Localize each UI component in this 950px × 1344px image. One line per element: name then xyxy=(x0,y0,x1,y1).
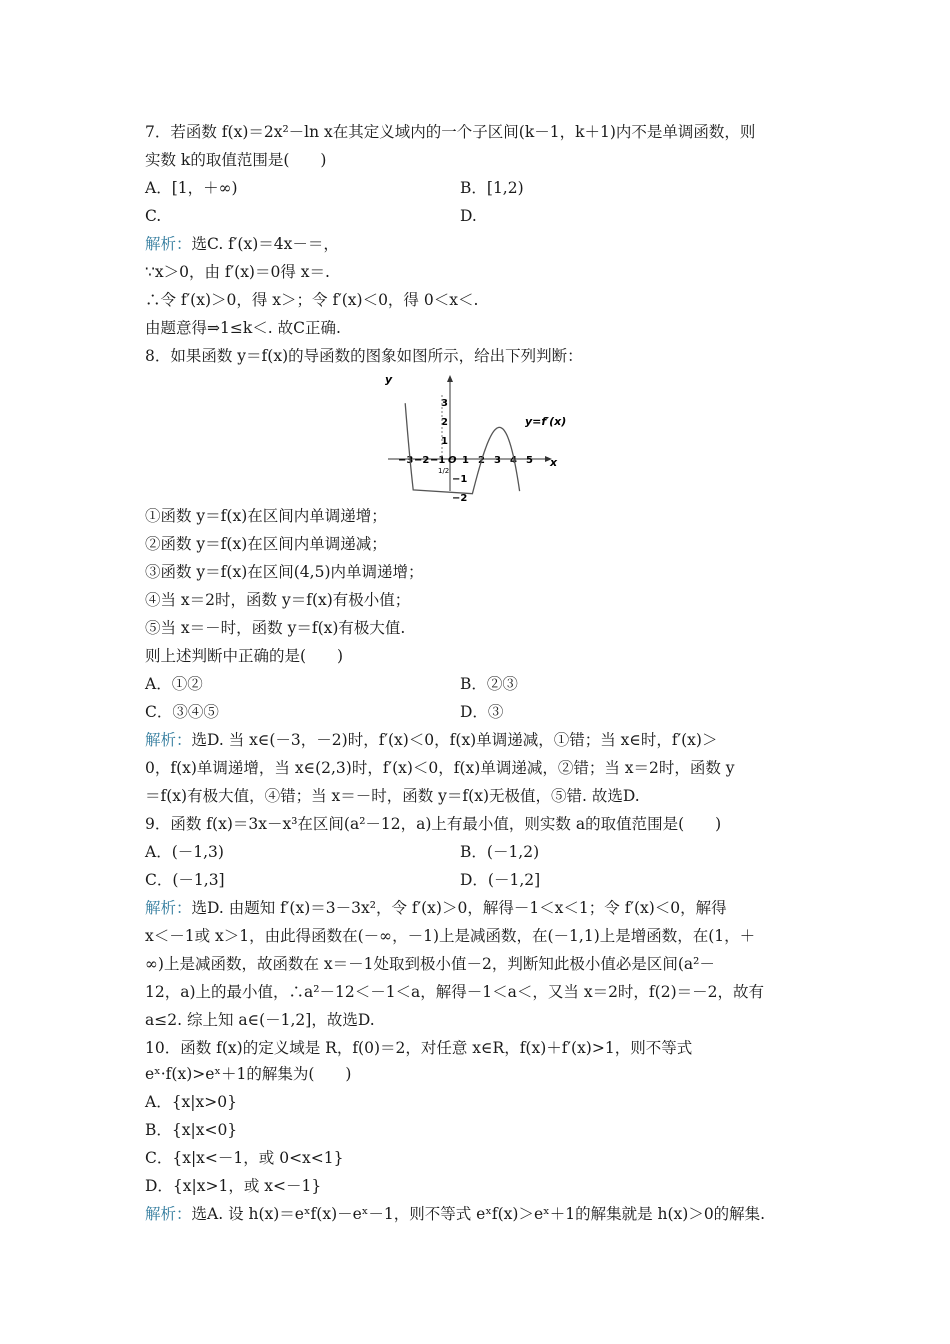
x-tick-label: 2 xyxy=(478,455,485,466)
x-tick-label: O xyxy=(448,455,457,466)
derivative-graph xyxy=(380,373,570,504)
q8-judgment-3: ③函数 y＝f(x)在区间(4,5)内单调递增； xyxy=(145,563,424,581)
q9-option-c: C．(－1,3] xyxy=(145,871,225,889)
q7-solution-line1 xyxy=(145,234,339,254)
q7-option-d: D. xyxy=(460,207,477,225)
q7-option-a: A．[1，＋∞) xyxy=(145,179,238,197)
graph-y-label: y xyxy=(385,373,393,386)
graph-half-label: 1/2 xyxy=(438,467,450,475)
q8-option-d: D．③ xyxy=(460,703,504,721)
q9-solution-label: 解析： xyxy=(145,899,192,917)
q10-option-d: D．{x|x>1，或 x<－1} xyxy=(145,1177,322,1195)
q10-solution-text1: 选A. 设 h(x)＝eˣf(x)－eˣ－1，则不等式 eˣf(x)＞eˣ＋1的解集就是 h(x)＞0的解集. xyxy=(191,1205,766,1223)
x-tick-label: −2 xyxy=(414,455,430,466)
q7-stem-line2: 实数 k的取值范围是( ) xyxy=(145,151,327,169)
graph-curve-label: y=f′(x) xyxy=(525,415,567,428)
q9-solution-line4: 12，a)上的最小值，∴a²－12＜－1＜a，解得－1＜a＜，又当 x＝2时，f(2)＝－2，故有 xyxy=(145,983,764,1001)
q8-question: 则上述判断中正确的是( ) xyxy=(145,647,344,665)
x-tick-label: −1 xyxy=(430,455,446,466)
q8-stem: 8．如果函数 y＝f(x)的导函数的图象如图所示，给出下列判断： xyxy=(145,347,583,365)
q8-solution-label: 解析： xyxy=(145,731,192,749)
x-tick-label: 5 xyxy=(526,455,533,466)
q8-judgment-5: ⑤当 x＝－时，函数 y＝f(x)有极大值. xyxy=(145,619,406,637)
q8-option-a: A．①② xyxy=(145,675,203,693)
q9-option-a: A．(－1,3) xyxy=(145,843,224,861)
q8-option-c: C．③④⑤ xyxy=(145,703,219,721)
y-tick-label: 3 xyxy=(441,398,448,409)
y-tick-label: −1 xyxy=(452,474,468,485)
q7-option-c: C. xyxy=(145,207,162,225)
q10-stem-line1: 10．函数 f(x)的定义域是 R，f(0)＝2，对任意 x∈R，f(x)＋f′(x)>1，则不等式 xyxy=(145,1039,693,1057)
q9-solution-line3: ∞)上是减函数，故函数在 x＝－1处取到极小值－2，判断知此极小值必是区间(a²－ xyxy=(145,955,715,973)
q9-solution-line2: x＜－1或 x＞1，由此得函数在(－∞，－1)上是减函数，在(－1,1)上是增函数，在(1，＋ xyxy=(145,927,756,945)
q8-judgment-1: ①函数 y＝f(x)在区间内单调递增； xyxy=(145,507,387,525)
q7-solution-text1: 选C. f′(x)＝4x－＝， xyxy=(191,235,339,253)
y-tick-label: 1 xyxy=(441,436,448,447)
q8-judgment-2: ②函数 y＝f(x)在区间内单调递减； xyxy=(145,535,387,553)
y-axis-arrow xyxy=(447,375,453,382)
q9-solution-line1 xyxy=(145,898,727,918)
q9-solution-text1: 选D. 由题知 f′(x)＝3－3x²，令 f′(x)＞0，解得－1＜x＜1；令 f′(x)＜0，解得 xyxy=(191,899,727,917)
graph-axes xyxy=(388,375,552,491)
x-tick-label: 3 xyxy=(494,455,501,466)
q10-option-c: C．{x|x<－1，或 0<x<1} xyxy=(145,1149,344,1167)
q7-solution-line3: ∴令 f′(x)＞0，得 x＞；令 f′(x)＜0，得 0＜x＜. xyxy=(145,291,479,309)
q8-solution-line1 xyxy=(145,730,717,750)
q7-solution-line2: ∵x＞0，由 f′(x)＝0得 x＝. xyxy=(145,263,330,281)
y-tick-label: 2 xyxy=(441,417,448,428)
q7-solution-label: 解析： xyxy=(145,235,192,253)
x-tick-label: 1 xyxy=(462,455,469,466)
q10-option-b: B．{x|x<0} xyxy=(145,1121,238,1139)
x-tick-label: 4 xyxy=(510,455,517,466)
x-tick-label: −3 xyxy=(398,455,414,466)
q10-option-a: A．{x|x>0} xyxy=(145,1093,237,1111)
q9-solution-line5: a≤2. 综上知 a∈(－1,2]，故选D. xyxy=(145,1011,375,1029)
q7-solution-line4: 由题意得⇒1≤k＜. 故C正确. xyxy=(145,319,341,337)
q10-solution-line1 xyxy=(145,1204,765,1224)
q8-solution-line3: ＝f(x)有极大值，④错；当 x＝－时，函数 y＝f(x)无极值，⑤错. 故选D. xyxy=(145,787,640,805)
graph-x-label: x xyxy=(550,456,558,469)
y-tick-label: −2 xyxy=(452,493,468,504)
q8-judgment-4: ④当 x＝2时，函数 y＝f(x)有极小值； xyxy=(145,591,411,609)
q7-stem-line1: 7．若函数 f(x)＝2x²－ln x在其定义域内的一个子区间(k－1，k＋1)内不是单调函数，则 xyxy=(145,123,756,141)
q7-option-b: B．[1,2) xyxy=(460,179,524,197)
q8-solution-line2: 0，f(x)单调递增，当 x∈(2,3)时，f′(x)＜0，f(x)单调递减，②错；当 x＝2时，函数 y xyxy=(145,759,735,777)
q9-option-b: B．(－1,2) xyxy=(460,843,540,861)
q8-solution-text1: 选D. 当 x∈(－3，－2)时，f′(x)＜0，f(x)单调递减，①错；当 x∈时，f′(x)＞ xyxy=(191,731,718,749)
q10-solution-label: 解析： xyxy=(145,1205,192,1223)
q9-stem: 9．函数 f(x)＝3x－x³在区间(a²－12，a)上有最小值，则实数 a的取值范围是( ) xyxy=(145,815,722,833)
q9-option-d: D．(－1,2] xyxy=(460,871,541,889)
q8-option-b: B．②③ xyxy=(460,675,518,693)
q10-stem-line2: eˣ·f(x)>eˣ＋1的解集为( ) xyxy=(145,1065,352,1083)
